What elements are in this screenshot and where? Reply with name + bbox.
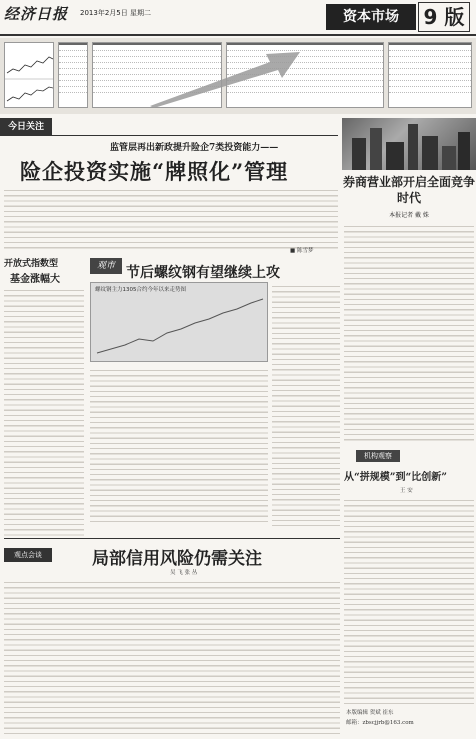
fund-story-headline: 基金涨幅大 [10,274,60,285]
masthead [0,0,476,36]
bottom-story-byline: 吴 飞 张 丛 [170,570,198,576]
right-story-byline: 王 安 [400,488,413,494]
divider [4,538,340,539]
index-chart-box-1 [4,42,54,108]
market-data-strip [0,38,476,114]
steel-story-body-right [272,282,340,526]
city-skyline-illustration [342,118,476,170]
steel-price-line [91,283,269,363]
page-number: 9 版 [418,2,470,32]
newspaper-logo: 经济日报 [4,5,69,23]
bottom-story-body [4,578,340,734]
steel-price-chart [90,282,268,362]
divider [52,135,338,136]
rising-arrow-graphic [150,48,300,108]
right-story-headline: 从“拼规模”到“比创新” [344,472,448,483]
steel-story-headline: 节后螺纹钢有望继续上攻 [126,265,280,281]
section-title: 资本市场 [326,4,416,30]
market-table-4 [388,42,472,108]
fund-story-body [4,286,84,536]
lead-kicker: 今日关注 [0,118,52,136]
right-story-tag: 机构观察 [356,450,400,462]
market-table-1 [58,42,88,108]
side-story-body [344,222,474,442]
lead-subtitle: 监管层再出新政提升险企7类投资能力—— [110,143,279,153]
steel-story-kicker: 观市 [90,258,122,274]
steel-story-byline: ■ 陈雪梦 [290,248,314,254]
side-story-photo [342,118,476,170]
side-story-author: 本报记者 戴 姝 [389,212,429,219]
right-story-body [344,496,474,704]
bottom-story-headline: 局部信用风险仍需关注 [92,549,262,569]
bottom-story-kicker: 观点会谈 [4,548,52,562]
lead-body-text [4,186,338,250]
side-story-headline: 券商营业部开启全面竞争时代 [342,175,475,205]
footer-editor: 本版编辑 贺斌 崔东 [346,710,394,716]
issue-date: 2013年2月5日 星期二 [80,9,151,17]
index-mini-chart-1 [5,43,54,108]
footer-email: 邮箱：zbscjjrb@163.com [346,720,414,726]
fund-story-label: 开放式指数型 [4,259,59,269]
lead-headline: 险企投资实施“牌照化”管理 [20,159,289,184]
steel-chart-caption: 螺纹钢主力1305合约今年以来走势图 [95,287,186,293]
steel-story-body-left [90,366,268,526]
